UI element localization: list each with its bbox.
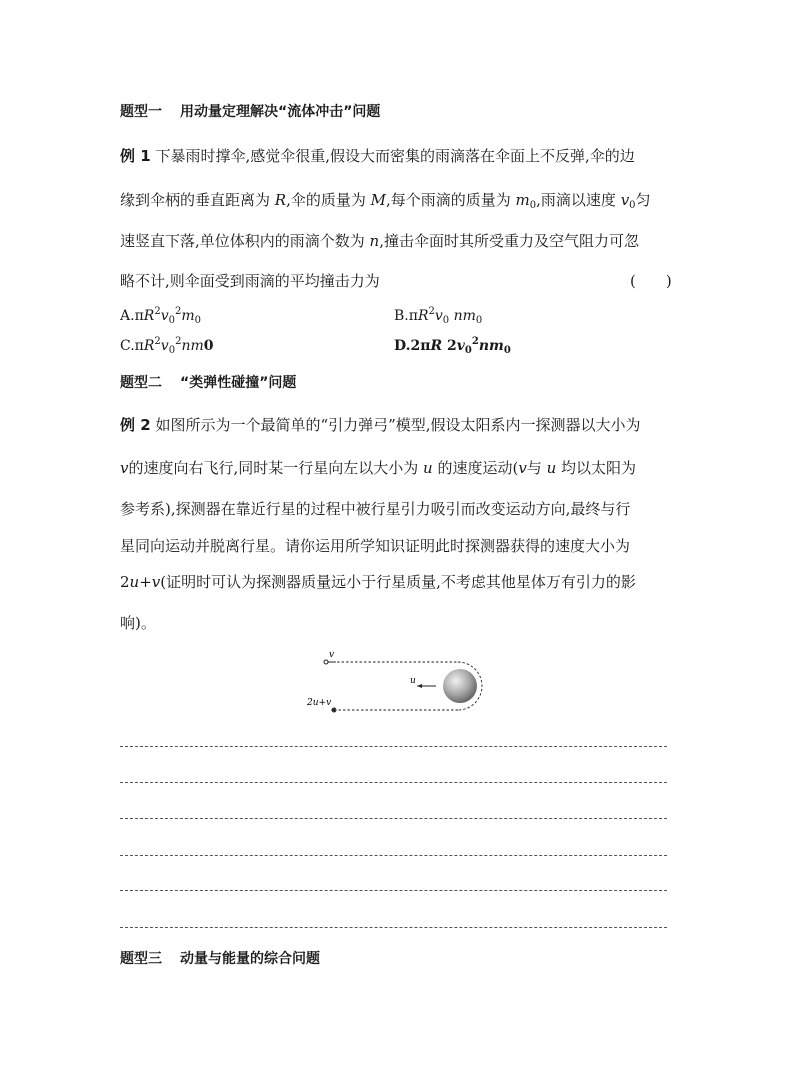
answer-line-1[interactable] [120, 746, 667, 747]
label-2u-plus-v: 2u+v [307, 698, 332, 708]
option-b[interactable]: $B.\pi R^2v_0$ $nm_0$ [394, 306, 483, 326]
answer-line-5[interactable] [120, 890, 667, 891]
section-heading-1 [120, 101, 380, 121]
section-title: 动量与能量的综合问题 [180, 951, 320, 967]
example2-line4: 星同向运动并脱离行星。请你运用所学知识证明此时探测器获得的速度大小为 [120, 537, 631, 555]
answer-line-2[interactable] [120, 782, 667, 783]
example1-line3: 速竖直下落,单位体积内的雨滴个数为 n,撞击伞面时其所受重力及空气阻力可忽 [120, 232, 639, 250]
section-title: 用动量定理解决“流体冲击”问题 [180, 104, 381, 120]
example2-line2: v的速度向右飞行,同时某一行星向左以大小为 u 的速度运动(v与 u 均以太阳为 [120, 459, 637, 477]
example1-line1: 例 1 下暴雨时撑伞,感觉伞很重,假设大而密集的雨滴落在伞面上不反弹,伞的边 [120, 147, 635, 165]
option-a[interactable]: $A.\pi R^2v_0^2m_0$ [120, 306, 202, 326]
example1-line4: 略不计,则伞面受到雨滴的平均撞击力为 [120, 272, 380, 290]
section-heading-2 [120, 372, 296, 392]
probe-start-dot [324, 660, 328, 664]
answer-line-3[interactable] [120, 818, 667, 819]
option-d[interactable]: D.2πR $2v_0^2nm_0$ [394, 336, 511, 356]
option-c[interactable]: $C.\pi R^2v_0^2nm0$ [120, 336, 214, 356]
section-title: “类弹性碰撞”问题 [180, 375, 297, 391]
example2-line3: 参考系),探测器在靠近行星的过程中被行星引力吸引而改变运动方向,最终与行 [120, 500, 631, 518]
section-label: 题型一 [120, 104, 162, 120]
slingshot-figure [300, 645, 500, 725]
example2-line6: 响)。 [120, 614, 156, 632]
example-number: 例 2 [120, 416, 151, 434]
answer-line-4[interactable] [120, 855, 667, 856]
section-label: 题型二 [120, 375, 162, 391]
section-heading-3 [120, 948, 320, 968]
planet [443, 669, 477, 703]
answer-line-6[interactable] [120, 927, 667, 928]
label-v: v [329, 650, 335, 660]
answer-bracket: ( ) [630, 272, 672, 290]
u-arrowhead [417, 684, 422, 688]
label-u: u [410, 676, 416, 686]
example1-line2: 缘到伞柄的垂直距离为 R,伞的质量为 M,每个雨滴的质量为 $m_0$,雨滴以速度 $v_0$匀 [120, 191, 651, 211]
section-label: 题型三 [120, 951, 162, 967]
example2-line5: 2u+v(证明时可认为探测器质量远小于行星质量,不考虑其他星体万有引力的影 [120, 573, 636, 591]
example2-line1: 例 2 如图所示为一个最简单的“引力弹弓”模型,假设太阳系内一探测器以大小为 [120, 416, 641, 434]
example-number: 例 1 [120, 147, 151, 165]
